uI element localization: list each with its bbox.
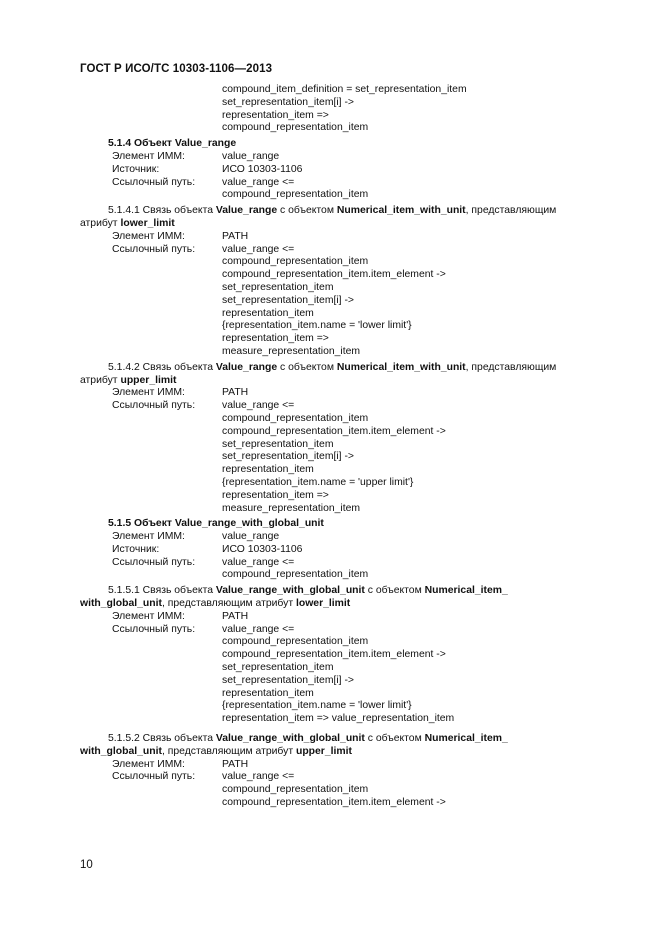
mapping-row [80, 231, 590, 244]
value-line: set_representation_item[i] -> [222, 674, 354, 686]
row-label: Ссылочный путь: [112, 556, 196, 568]
value-line: compound_representation_item [222, 636, 369, 648]
row-label: Элемент ИММ: [112, 387, 185, 399]
value-line: value_range <= [222, 771, 295, 783]
value-line: compound_representation_item.item_element -> [222, 269, 446, 281]
value-line: compound_representation_item [222, 569, 369, 581]
mapping-row [80, 759, 590, 772]
section-heading-5-1-5: 5.1.5 Объект Value_range_with_global_unit [108, 518, 324, 530]
value-line: value_range [222, 150, 280, 162]
value-line: representation_item => [222, 109, 329, 121]
value-line: compound_representation_item [222, 189, 369, 201]
row-label: Ссылочный путь: [112, 623, 196, 635]
mapping-row [80, 531, 590, 544]
value-line: representation_item [222, 687, 314, 699]
value-line: PATH [222, 758, 249, 770]
value-line: representation_item => [222, 333, 329, 345]
value-line: compound_item_definition = set_representation_item [222, 84, 467, 95]
value-line: representation_item => value_representation_item [222, 713, 455, 725]
value-line: compound_representation_item.item_element -> [222, 649, 446, 661]
page-header: ГОСТ Р ИСО/ТС 10303-1106—2013 [80, 63, 273, 75]
row-label: Источник: [112, 163, 160, 175]
value-line: value_range <= [222, 556, 295, 568]
mapping-row [80, 557, 590, 583]
document-body [80, 84, 590, 810]
value-line: representation_item [222, 464, 314, 476]
value-line: value_range <= [222, 176, 295, 188]
row-label: Элемент ИММ: [112, 230, 185, 242]
value-line: compound_representation_item.item_element -> [222, 425, 446, 437]
mapping-row [80, 771, 590, 809]
mapping-row [80, 624, 590, 726]
mapping-row [80, 244, 590, 359]
value-line: set_representation_item [222, 438, 334, 450]
subsection-5-1-5-2: 5.1.5.2 Связь объекта Value_range_with_global_unit с объектом Numerical_item_ with_global_unit, представляющим атрибут upper_limit [80, 733, 508, 757]
page-number: 10 [80, 859, 93, 871]
value-line: PATH [222, 387, 249, 399]
value-line: ИСО 10303-1106 [222, 163, 303, 175]
continuation-block [80, 84, 590, 135]
row-label: Ссылочный путь: [112, 176, 196, 188]
continuation-values [222, 84, 590, 135]
value-line: value_range <= [222, 400, 295, 412]
value-line: value_range <= [222, 243, 295, 255]
value-line: ИСО 10303-1106 [222, 543, 303, 555]
value-line: PATH [222, 230, 249, 242]
row-label: Элемент ИММ: [112, 758, 185, 770]
row-label: Ссылочный путь: [112, 771, 196, 783]
value-line: set_representation_item[i] -> [222, 451, 354, 463]
value-line: compound_representation_item [222, 412, 369, 424]
value-line: {representation_item.name = 'upper limit'} [222, 476, 414, 488]
value-line: representation_item => [222, 489, 329, 501]
mapping-row [80, 400, 590, 515]
value-line: measure_representation_item [222, 345, 361, 357]
value-line: compound_representation_item [222, 122, 369, 134]
value-line: set_representation_item [222, 281, 334, 293]
value-line: {representation_item.name = 'lower limit'} [222, 700, 412, 712]
mapping-row [80, 611, 590, 624]
subsection-5-1-4-2: 5.1.4.2 Связь объекта Value_range с объектом Numerical_item_with_unit, представляющим атрибут upper_limit [80, 361, 557, 386]
mapping-row [80, 151, 590, 164]
value-line: representation_item [222, 307, 314, 319]
value-line: value_range <= [222, 623, 295, 635]
value-line: compound_representation_item [222, 784, 369, 796]
value-line: measure_representation_item [222, 502, 361, 514]
mapping-row [80, 544, 590, 557]
section-heading-5-1-4: 5.1.4 Объект Value_range [108, 138, 237, 150]
mapping-row [80, 164, 590, 177]
subsection-5-1-4-1: 5.1.4.1 Связь объекта Value_range с объектом Numerical_item_with_unit, представляющим атрибут lower_limit [80, 205, 557, 229]
value-line: {representation_item.name = 'lower limit'} [222, 320, 412, 332]
row-label: Источник: [112, 543, 160, 555]
mapping-row [80, 177, 590, 203]
row-label: Элемент ИММ: [112, 531, 185, 543]
value-line: PATH [222, 610, 249, 622]
row-label: Элемент ИММ: [112, 150, 185, 162]
subsection-5-1-5-1: 5.1.5.1 Связь объекта Value_range_with_global_unit с объектом Numerical_item_ with_global_unit, представляющим атрибут lower_limit [80, 585, 508, 610]
value-line: compound_representation_item [222, 256, 369, 268]
value-line: value_range [222, 531, 280, 543]
row-label: Ссылочный путь: [112, 243, 196, 255]
value-line: set_representation_item[i] -> [222, 96, 354, 108]
value-line: set_representation_item [222, 662, 334, 674]
row-label: Элемент ИММ: [112, 610, 185, 622]
mapping-row [80, 387, 590, 400]
value-line: compound_representation_item.item_element -> [222, 797, 446, 809]
row-label: Ссылочный путь: [112, 400, 196, 412]
value-line: set_representation_item[i] -> [222, 294, 354, 306]
